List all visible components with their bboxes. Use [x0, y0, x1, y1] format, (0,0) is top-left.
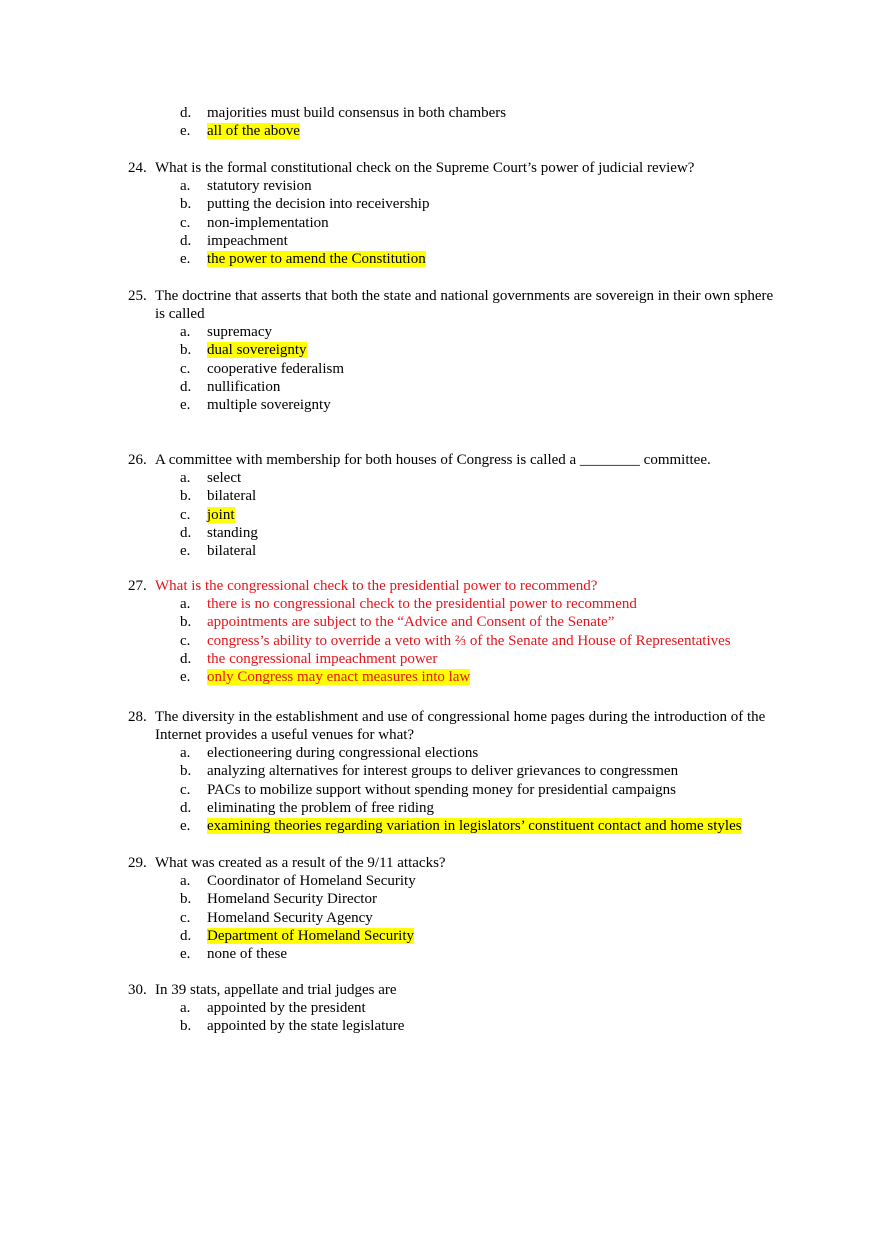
question-text: In 39 stats, appellate and trial judges are [155, 982, 397, 998]
option-letter: a. [180, 324, 191, 340]
option-d [0, 378, 880, 396]
options-list [0, 595, 880, 686]
option-b [0, 1017, 880, 1035]
option-c [0, 214, 880, 232]
option-letter: a. [180, 596, 191, 612]
option-letter: d. [180, 232, 192, 249]
option-a [0, 744, 880, 762]
question-stem [0, 577, 880, 595]
option-a [0, 999, 880, 1017]
option-text: putting the decision into receivership [207, 196, 430, 213]
question-number: 25. [128, 288, 147, 304]
option-letter: a. [180, 873, 191, 889]
options-list [0, 872, 880, 963]
option-e [0, 250, 880, 268]
question-24 [0, 159, 880, 268]
option-c [0, 506, 880, 524]
option-letter: d. [180, 105, 192, 121]
option-e [0, 945, 880, 963]
option-text: the congressional impeachment power [207, 650, 438, 667]
option-text: impeachment [207, 232, 288, 249]
option-text: multiple sovereignty [207, 397, 331, 414]
option-text: bilateral [207, 488, 257, 505]
option-letter: b. [180, 614, 192, 631]
question-number: 24. [128, 160, 147, 176]
option-text: PACs to mobilize support without spending money for presidential campaigns [207, 781, 676, 798]
option-c [0, 632, 880, 650]
option-a [0, 177, 880, 195]
option-b [0, 613, 880, 631]
option-text: appointed by the state legislature [207, 1018, 405, 1035]
option-text: electioneering during congressional elections [207, 745, 479, 761]
question-number: 29. [128, 855, 147, 871]
option-text: statutory revision [207, 178, 312, 194]
option-letter: c. [180, 214, 191, 231]
option-e [0, 817, 880, 835]
options-list [0, 177, 880, 268]
option-text: supremacy [207, 324, 272, 340]
options-list [0, 999, 880, 1036]
option-letter: e. [180, 946, 191, 963]
option-text: analyzing alternatives for interest groups to deliver grievances to congressmen [207, 763, 679, 780]
option-letter: e. [180, 669, 191, 686]
option-letter: b. [180, 196, 192, 213]
option-letter: d. [180, 927, 192, 944]
question-number: 28. [128, 709, 147, 725]
option-text: majorities must build consensus in both chambers [207, 105, 507, 121]
option-text-highlighted: only Congress may enact measures into law [207, 669, 471, 686]
option-text: non-implementation [207, 214, 329, 231]
options-list [0, 104, 880, 141]
question-text: The diversity in the establishment and use of congressional home pages during the introduction of the Internet provides a useful venues for what? [155, 709, 766, 743]
option-e [0, 542, 880, 560]
question-26 [0, 451, 880, 560]
option-letter: b. [180, 763, 192, 780]
option-letter: a. [180, 1000, 191, 1016]
options-list [0, 744, 880, 835]
option-a [0, 323, 880, 341]
option-b [0, 195, 880, 213]
option-d [0, 104, 880, 122]
question-text: What is the formal constitutional check on the Supreme Court’s power of judicial review? [155, 160, 695, 176]
option-d [0, 524, 880, 542]
option-letter: c. [180, 360, 191, 377]
option-d [0, 232, 880, 250]
option-letter: e. [180, 818, 191, 835]
question-number: 26. [128, 452, 147, 468]
option-text-highlighted: Department of Homeland Security [207, 927, 415, 944]
option-letter: a. [180, 178, 191, 194]
option-letter: e. [180, 251, 191, 268]
option-text: standing [207, 524, 258, 541]
question-stem [0, 287, 880, 323]
options-list [0, 469, 880, 560]
option-c [0, 781, 880, 799]
option-b [0, 762, 880, 780]
question-text: What was created as a result of the 9/11 attacks? [155, 855, 446, 871]
option-letter: e. [180, 543, 191, 560]
question-27 [0, 577, 880, 686]
options-list [0, 323, 880, 414]
option-letter: d. [180, 650, 192, 667]
option-text: congress’s ability to override a veto with ⅔ of the Senate and House of Representatives [207, 632, 731, 649]
option-b [0, 341, 880, 359]
option-text: Homeland Security Agency [207, 909, 373, 926]
option-text: cooperative federalism [207, 360, 345, 377]
option-b [0, 487, 880, 505]
option-letter: c. [180, 781, 191, 798]
option-text-highlighted: the power to amend the Constitution [207, 251, 426, 268]
option-letter: b. [180, 1018, 192, 1035]
option-letter: c. [180, 506, 191, 523]
option-letter: b. [180, 342, 192, 359]
question-text: What is the congressional check to the presidential power to recommend? [155, 578, 598, 594]
option-text: Coordinator of Homeland Security [207, 873, 416, 889]
question-28 [0, 708, 880, 835]
question-stem [0, 981, 880, 999]
option-c [0, 360, 880, 378]
question-23-continued [0, 104, 880, 141]
option-e [0, 396, 880, 414]
option-letter: d. [180, 378, 192, 395]
option-text: appointments are subject to the “Advice and Consent of the Senate” [207, 614, 615, 631]
option-letter: b. [180, 488, 192, 505]
option-e [0, 122, 880, 140]
question-stem [0, 854, 880, 872]
question-text: A committee with membership for both houses of Congress is called a ________ committee. [155, 452, 711, 468]
option-text: select [207, 470, 242, 486]
option-letter: d. [180, 799, 192, 816]
option-text: eliminating the problem of free riding [207, 799, 435, 816]
option-text-highlighted: all of the above [207, 123, 300, 140]
option-letter: c. [180, 632, 191, 649]
option-b [0, 890, 880, 908]
option-a [0, 872, 880, 890]
question-stem [0, 159, 880, 177]
option-letter: d. [180, 524, 192, 541]
option-letter: b. [180, 891, 192, 908]
question-text: The doctrine that asserts that both the state and national governments are sovereign in their own sphere is called [155, 288, 774, 322]
option-letter: e. [180, 123, 191, 140]
option-text-highlighted: joint [207, 506, 235, 523]
question-stem [0, 708, 880, 744]
question-number: 27. [128, 578, 147, 594]
option-text: none of these [207, 946, 287, 963]
option-text: appointed by the president [207, 1000, 366, 1016]
question-29 [0, 854, 880, 963]
option-letter: a. [180, 470, 191, 486]
option-letter: c. [180, 909, 191, 926]
option-a [0, 469, 880, 487]
option-a [0, 595, 880, 613]
option-text-highlighted: examining theories regarding variation in legislators’ constituent contact and home styles [207, 818, 742, 835]
option-d [0, 650, 880, 668]
option-letter: e. [180, 397, 191, 414]
option-e [0, 668, 880, 686]
question-stem [0, 451, 880, 469]
question-30 [0, 981, 880, 1036]
question-25 [0, 287, 880, 414]
option-d [0, 927, 880, 945]
option-d [0, 799, 880, 817]
option-text: Homeland Security Director [207, 891, 377, 908]
option-c [0, 909, 880, 927]
option-text: nullification [207, 378, 281, 395]
question-number: 30. [128, 982, 147, 998]
option-letter: a. [180, 745, 191, 761]
option-text-highlighted: dual sovereignty [207, 342, 307, 359]
option-text: bilateral [207, 543, 257, 560]
option-text: there is no congressional check to the presidential power to recommend [207, 596, 637, 612]
